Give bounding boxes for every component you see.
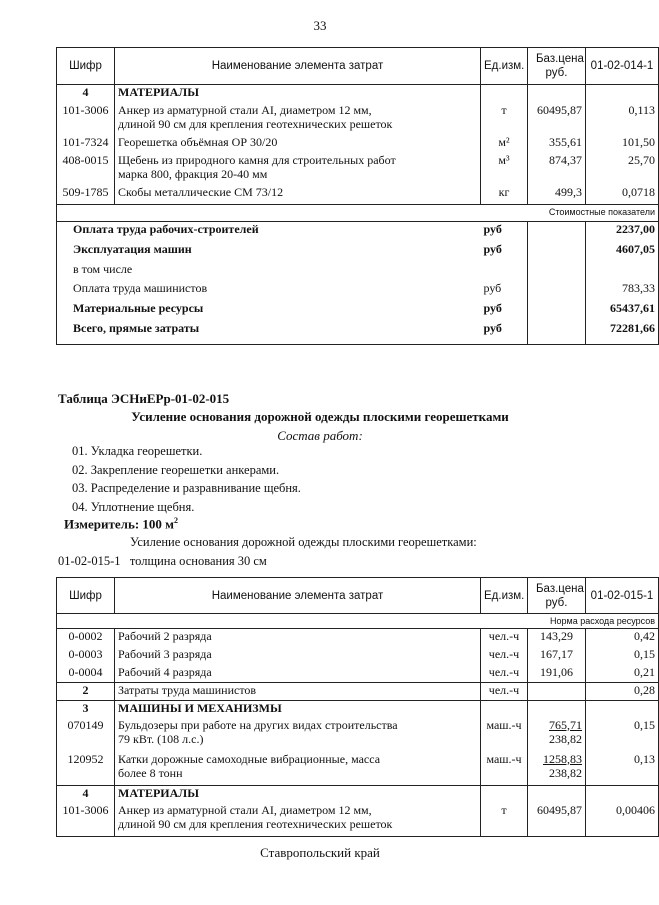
total-unit: руб — [481, 301, 528, 321]
table-row — [57, 718, 659, 752]
total-label: Оплата труда машинистов — [57, 281, 481, 301]
table-row — [57, 683, 659, 701]
row-price: 191,06 — [528, 665, 586, 683]
works-list — [72, 444, 301, 518]
row-name: Анкер из арматурной стали AI, диаметром 12 мм, длиной 90 см для крепления геотехнических решеток — [115, 103, 481, 135]
total-value: 2237,00 — [586, 222, 659, 242]
row-price: 355,61 — [528, 135, 586, 153]
row-name: Рабочий 2 разряда — [115, 629, 481, 647]
total-row — [57, 301, 659, 321]
header-unit: Ед.изм. — [481, 578, 528, 614]
subheading: Усиление основания дорожной одежды плоскими георешетками: — [130, 535, 477, 549]
section-row — [57, 786, 659, 803]
section-title: МАТЕРИАЛЫ — [115, 85, 481, 103]
works-item: 03. Распределение и разравнивание щебня. — [72, 481, 301, 495]
row-code: 0-0003 — [57, 647, 115, 665]
total-label: в том числе — [57, 262, 481, 281]
total-value: 65437,61 — [586, 301, 659, 321]
row-price: 143,29 — [528, 629, 586, 647]
row-value: 0,13 — [586, 752, 659, 786]
table-row — [57, 647, 659, 665]
table-row — [57, 629, 659, 647]
header-name: Наименование элемента затрат — [115, 48, 481, 85]
row-price: 765,71 238,82 — [528, 718, 586, 752]
table-row — [57, 103, 659, 135]
total-unit: руб — [481, 281, 528, 301]
header-code: Шифр — [57, 48, 115, 85]
total-value: 72281,66 — [586, 321, 659, 345]
row-unit: чел.-ч — [481, 683, 528, 701]
section-number: 4 — [57, 85, 115, 103]
row-code: 509-1785 — [57, 185, 115, 205]
row-value: 0,28 — [586, 683, 659, 701]
row-unit: маш.-ч — [481, 752, 528, 786]
total-unit: руб — [481, 242, 528, 262]
row-price — [528, 683, 586, 701]
total-row — [57, 222, 659, 242]
header-norm-code: 01-02-015-1 — [586, 578, 659, 614]
row-unit: т — [481, 103, 528, 135]
variant-line: 01-02-015-1 толщина основания 30 см — [58, 554, 267, 568]
header-unit: Ед.изм. — [481, 48, 528, 85]
total-label: Эксплуатация машин — [57, 242, 481, 262]
works-title: Состав работ: — [277, 428, 363, 443]
cost-caption-row — [57, 205, 659, 222]
total-label: Всего, прямые затраты — [57, 321, 481, 345]
total-label: Материальные ресурсы — [57, 301, 481, 321]
row-code: 0-0004 — [57, 665, 115, 683]
works-item: 01. Укладка георешетки. — [72, 444, 203, 458]
row-value: 25,70 — [586, 153, 659, 185]
row-value: 101,50 — [586, 135, 659, 153]
cost-caption: Стоимостные показатели — [57, 205, 659, 222]
row-price: 60495,87 — [528, 103, 586, 135]
row-price: 60495,87 — [528, 803, 586, 837]
row-unit: чел.-ч — [481, 647, 528, 665]
row-unit: чел.-ч — [481, 629, 528, 647]
row-value: 0,15 — [586, 647, 659, 665]
total-label: Оплата труда рабочих-строителей — [57, 222, 481, 242]
row-name: Георешетка объёмная ОР 30/20 — [115, 135, 481, 153]
row-code: 408-0015 — [57, 153, 115, 185]
table-row — [57, 185, 659, 205]
header-price: Баз.цена руб. — [528, 578, 586, 614]
row-price: 1258,83 238,82 — [528, 752, 586, 786]
row-price: 874,37 — [528, 153, 586, 185]
section-title: МАТЕРИАЛЫ — [115, 786, 481, 803]
row-name: Рабочий 4 разряда — [115, 665, 481, 683]
norm-caption-row — [57, 614, 659, 629]
table-row — [57, 803, 659, 837]
table-row — [57, 665, 659, 683]
table-header — [57, 578, 659, 614]
page-footer: Ставропольский край — [260, 845, 380, 860]
total-unit: руб — [481, 222, 528, 242]
row-unit: кг — [481, 185, 528, 205]
row-code: 0-0002 — [57, 629, 115, 647]
header-norm-code: 01-02-014-1 — [586, 48, 659, 85]
section-row — [57, 701, 659, 718]
row-code: 101-3006 — [57, 103, 115, 135]
table-header — [57, 48, 659, 85]
table-row — [57, 153, 659, 185]
row-code: 2 — [57, 683, 115, 701]
total-unit: руб — [481, 321, 528, 345]
section-number: 3 — [57, 701, 115, 718]
total-value: 4607,05 — [586, 242, 659, 262]
section-heading: Усиление основания дорожной одежды плоскими георешетками — [131, 409, 509, 424]
row-value: 0,42 — [586, 629, 659, 647]
row-value: 0,00406 — [586, 803, 659, 837]
row-name: Рабочий 3 разряда — [115, 647, 481, 665]
page-number: 33 — [313, 18, 327, 33]
row-code: 120952 — [57, 752, 115, 786]
total-value: 783,33 — [586, 281, 659, 301]
row-code: 101-3006 — [57, 803, 115, 837]
header-code: Шифр — [57, 578, 115, 614]
row-unit: т — [481, 803, 528, 837]
works-item: 04. Уплотнение щебня. — [72, 499, 195, 514]
row-name: Анкер из арматурной стали AI, диаметром 12 мм, длиной 90 см для крепления геотехнических решеток — [115, 803, 481, 837]
row-unit: м³ — [481, 153, 528, 185]
row-value: 0,15 — [586, 718, 659, 752]
row-unit: м² — [481, 135, 528, 153]
section-number: 4 — [57, 786, 115, 803]
row-name: Бульдозеры при работе на других видах строительства 79 кВт. (108 л.с.) — [115, 718, 481, 752]
norm-caption: Норма расхода ресурсов — [57, 614, 659, 629]
table-title: Таблица ЭСНиЕРр-01-02-015 — [58, 391, 230, 406]
total-row — [57, 262, 659, 281]
resource-table-1 — [56, 47, 659, 345]
resource-table-2 — [56, 577, 659, 837]
header-price: Баз.цена руб. — [528, 48, 586, 85]
row-value: 0,21 — [586, 665, 659, 683]
row-code: 070149 — [57, 718, 115, 752]
header-name: Наименование элемента затрат — [115, 578, 481, 614]
total-row — [57, 321, 659, 345]
row-unit: маш.-ч — [481, 718, 528, 752]
row-name: Катки дорожные самоходные вибрационные, масса более 8 тонн — [115, 752, 481, 786]
row-name: Затраты труда машинистов — [115, 683, 481, 701]
section-title: МАШИНЫ И МЕХАНИЗМЫ — [115, 701, 481, 718]
total-row — [57, 281, 659, 301]
total-row — [57, 242, 659, 262]
row-name: Щебень из природного камня для строительных работ марка 800, фракция 20-40 мм — [115, 153, 481, 185]
row-price: 499,3 — [528, 185, 586, 205]
row-value: 0,0718 — [586, 185, 659, 205]
row-value: 0,113 — [586, 103, 659, 135]
table-row — [57, 752, 659, 786]
row-code: 101-7324 — [57, 135, 115, 153]
works-item: 02. Закрепление георешетки анкерами. — [72, 462, 280, 477]
row-name: Скобы металлические СМ 73/12 — [115, 185, 481, 205]
row-price: 167,17 — [528, 647, 586, 665]
measure-unit: Измеритель: 100 $м^2$ — [64, 516, 179, 532]
section-row — [57, 85, 659, 103]
table-row — [57, 135, 659, 153]
row-unit: чел.-ч — [481, 665, 528, 683]
